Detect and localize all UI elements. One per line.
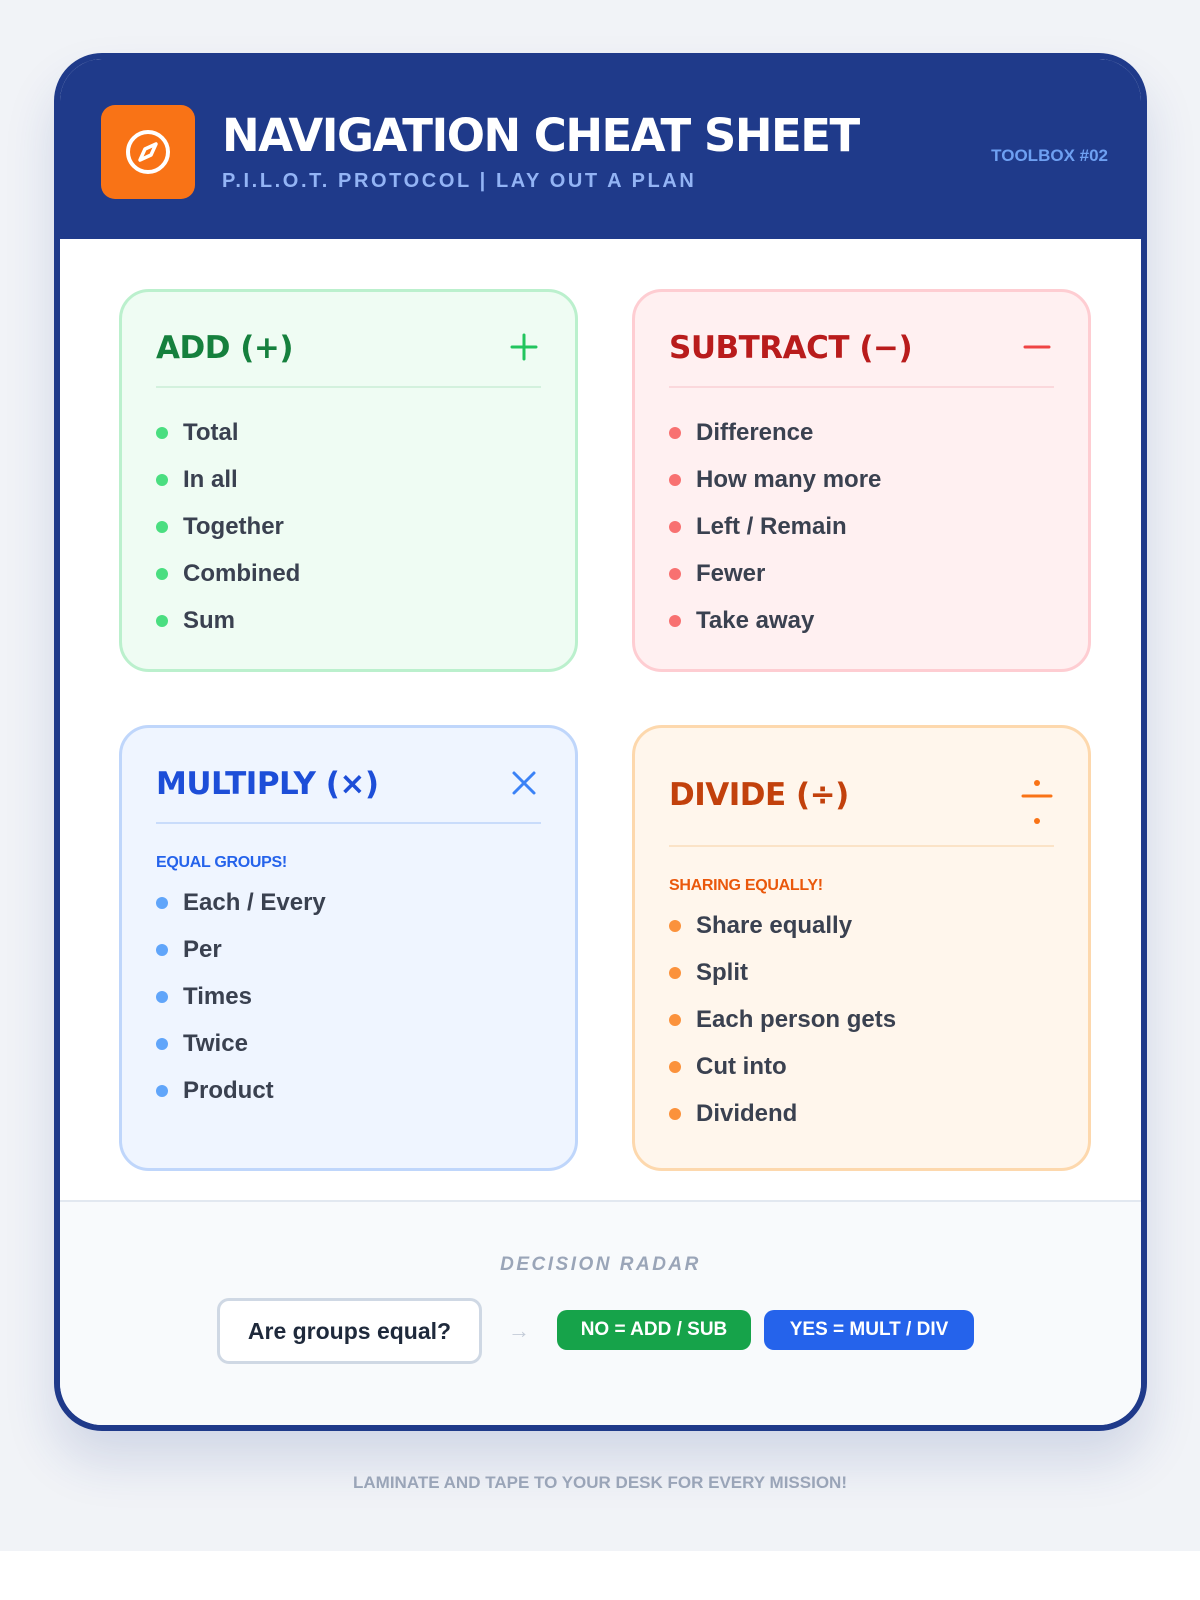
bullet-dot [156, 521, 168, 533]
keyword-text: Times [183, 982, 252, 1010]
bullet-dot [156, 474, 168, 486]
yes-answer-pill: YES = MULT / DIV [764, 1310, 974, 1350]
list-item [669, 409, 881, 456]
minus-icon [1020, 330, 1054, 364]
keyword-text: Fewer [696, 559, 766, 587]
list-item [669, 597, 881, 644]
list-item [156, 597, 300, 644]
keyword-text: Cut into [696, 1052, 787, 1080]
compass-icon [123, 127, 173, 177]
bullet-dot [669, 427, 681, 439]
times-icon [507, 766, 541, 800]
question-box: Are groups equal? [217, 1298, 482, 1364]
keyword-text: Difference [696, 418, 814, 446]
list-item [156, 409, 300, 456]
subtract-card-header [669, 330, 1054, 388]
list-item [156, 973, 326, 1020]
bullet-dot [669, 1108, 681, 1120]
multiply-card-header [156, 766, 541, 824]
list-item [669, 996, 896, 1043]
list-item [156, 550, 300, 597]
page-title: NAVIGATION CHEAT SHEET [222, 109, 859, 162]
bullet-dot [669, 1014, 681, 1026]
keyword-text: Together [183, 512, 284, 540]
multiply-note: EQUAL GROUPS! [156, 854, 287, 871]
keyword-text: Dividend [696, 1099, 798, 1127]
bullet-dot [669, 521, 681, 533]
multiply-keyword-list [156, 879, 326, 1114]
arrow-right-icon: → [508, 1318, 530, 1343]
keyword-text: Sum [183, 606, 236, 634]
bullet-dot [156, 944, 168, 956]
keyword-text: In all [183, 465, 238, 493]
keyword-text: Left / Remain [696, 512, 847, 540]
sheet-header [60, 59, 1141, 239]
subtract-card [632, 289, 1091, 672]
bullet-dot [156, 568, 168, 580]
keyword-text: Each / Every [183, 888, 326, 916]
laminate-note: LAMINATE AND TAPE TO YOUR DESK FOR EVERY MISSION! [353, 1473, 847, 1492]
keyword-text: Twice [183, 1029, 248, 1057]
no-answer-pill: NO = ADD / SUB [557, 1310, 751, 1350]
multiply-card [119, 725, 578, 1171]
bullet-dot [156, 1038, 168, 1050]
list-item [156, 503, 300, 550]
subtract-keyword-list [669, 409, 881, 644]
keyword-text: Combined [183, 559, 301, 587]
divide-card [632, 725, 1091, 1171]
keyword-text: Share equally [696, 911, 853, 939]
add-card-header [156, 330, 541, 388]
list-item [669, 1043, 896, 1090]
bullet-dot [156, 991, 168, 1003]
bullet-dot [156, 615, 168, 627]
keyword-text: Product [183, 1076, 274, 1104]
logo-badge [101, 105, 195, 199]
list-item [156, 1067, 326, 1114]
page-subtitle: P.I.L.O.T. PROTOCOL | LAY OUT A PLAN [222, 170, 697, 192]
divide-keyword-list [669, 902, 896, 1137]
decision-radar-section [60, 1200, 1141, 1431]
list-item [156, 879, 326, 926]
decision-radar-label: DECISION RADAR [500, 1254, 701, 1275]
bullet-dot [156, 1085, 168, 1097]
divide-card-title: DIVIDE (÷) [669, 777, 849, 813]
keyword-text: How many more [696, 465, 882, 493]
bullet-dot [669, 920, 681, 932]
keyword-text: Total [183, 418, 239, 446]
list-item [156, 456, 300, 503]
bullet-dot [669, 615, 681, 627]
list-item [156, 926, 326, 973]
bullet-dot [669, 1061, 681, 1073]
cheat-sheet-card [54, 53, 1147, 1431]
list-item [669, 902, 896, 949]
list-item [156, 1020, 326, 1067]
divide-icon [1020, 766, 1054, 836]
keyword-text: Each person gets [696, 1005, 897, 1033]
add-card-title: ADD (+) [156, 330, 294, 366]
bullet-dot [156, 427, 168, 439]
bullet-dot [669, 474, 681, 486]
bullet-dot [669, 568, 681, 580]
bullet-dot [156, 897, 168, 909]
list-item [669, 456, 881, 503]
subtract-card-title: SUBTRACT (−) [669, 330, 913, 366]
list-item [669, 949, 896, 996]
add-keyword-list [156, 409, 300, 644]
add-card [119, 289, 578, 672]
plus-icon [507, 330, 541, 364]
toolbox-badge: TOOLBOX #02 [991, 146, 1108, 165]
list-item [669, 1090, 896, 1137]
divide-card-header [669, 766, 1054, 847]
bullet-dot [669, 967, 681, 979]
multiply-card-title: MULTIPLY (×) [156, 766, 379, 802]
keyword-text: Split [696, 958, 748, 986]
divide-note: SHARING EQUALLY! [669, 877, 823, 894]
list-item [669, 550, 881, 597]
list-item [669, 503, 881, 550]
keyword-text: Per [183, 935, 222, 963]
keyword-text: Take away [696, 606, 815, 634]
